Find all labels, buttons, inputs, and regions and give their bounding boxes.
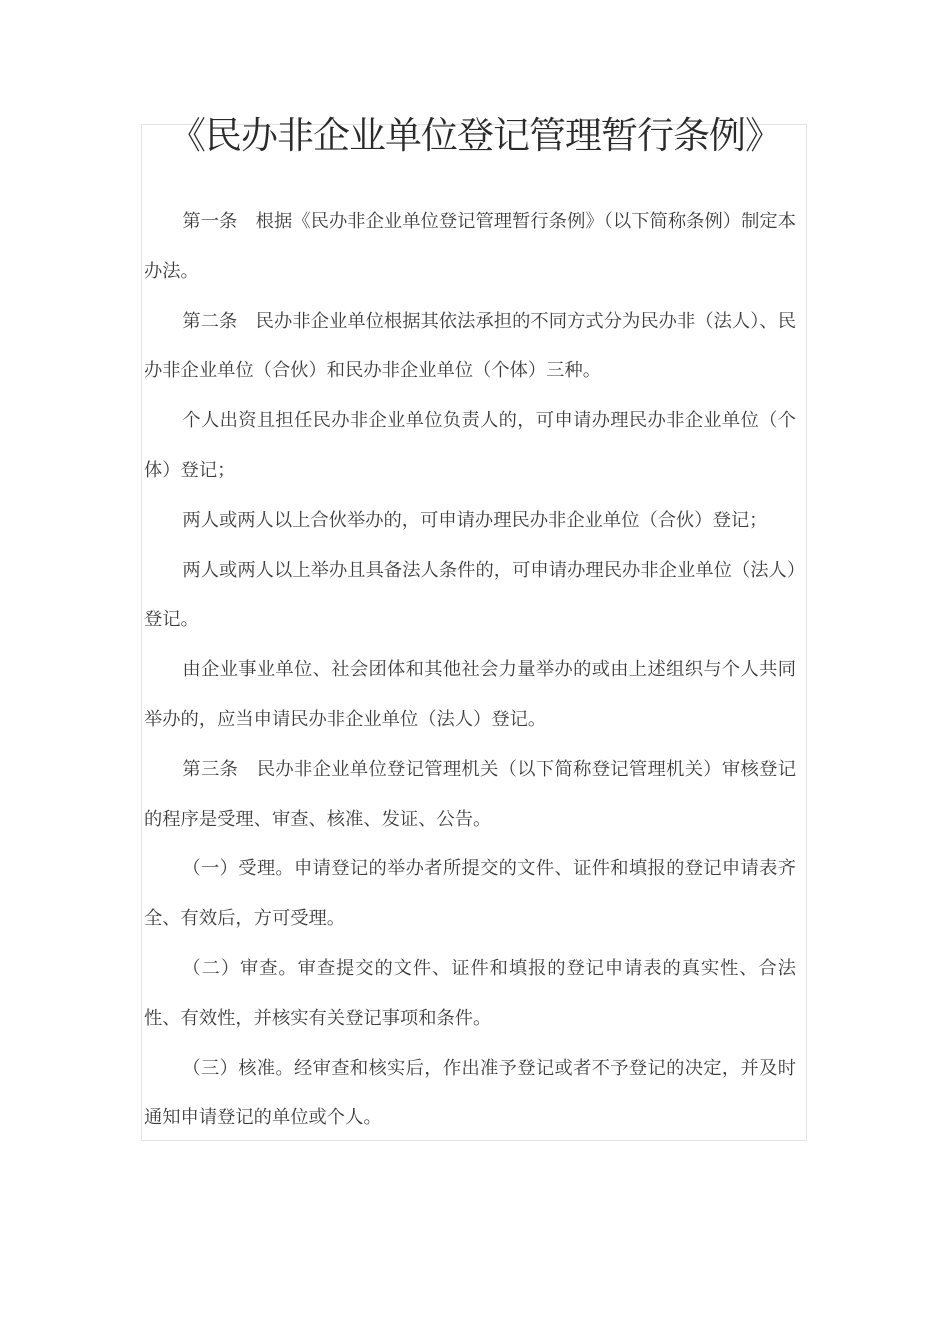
paragraph-organization: 由企业事业单位、社会团体和其他社会力量举办的或由上述组织与个人共同举办的，应当申请民办非企业单位（法人）登记。 [144, 659, 796, 730]
paragraph-article-2: 第二条 民办非企业单位根据其依法承担的不同方式分为民办非（法人）、民办非企业单位（合伙）和民办非企业单位（个体）三种。 [144, 310, 796, 382]
paragraph-partnership: 两人或两人以上合伙举办的，可申请办理民办非企业单位（合伙）登记； [182, 509, 768, 531]
paragraph-article-1: 第一条 根据《民办非企业单位登记管理暂行条例》（以下简称条例）制定本办法。 [144, 211, 796, 282]
paragraph-step-review: （二）审查。审查提交的文件、证件和填报的登记申请表的真实性、合法性、有效性，并核实有关登记事项和条件。 [144, 957, 796, 1029]
paragraph-article-3: 第三条 民办非企业单位登记管理机关（以下简称登记管理机关）审核登记的程序是受理、审查、核准、发证、公告。 [144, 758, 796, 830]
paragraph-legal-person: 两人或两人以上举办且具备法人条件的，可申请办理民办非企业单位（法人）登记。 [144, 559, 796, 631]
paragraph-step-approval: （三）核准。经审查和核实后，作出准予登记或者不予登记的决定，并及时通知申请登记的单位或个人。 [144, 1057, 796, 1129]
paragraph-step-acceptance: （一）受理。申请登记的举办者所提交的文件、证件和填报的登记申请表齐全、有效后，方可受理。 [144, 858, 796, 930]
document-body [144, 197, 796, 1143]
document-title: 《民办非企业单位登记管理暂行条例》 [169, 114, 781, 157]
paragraph-individual: 个人出资且担任民办非企业单位负责人的，可申请办理民办非企业单位（个体）登记； [144, 410, 796, 481]
